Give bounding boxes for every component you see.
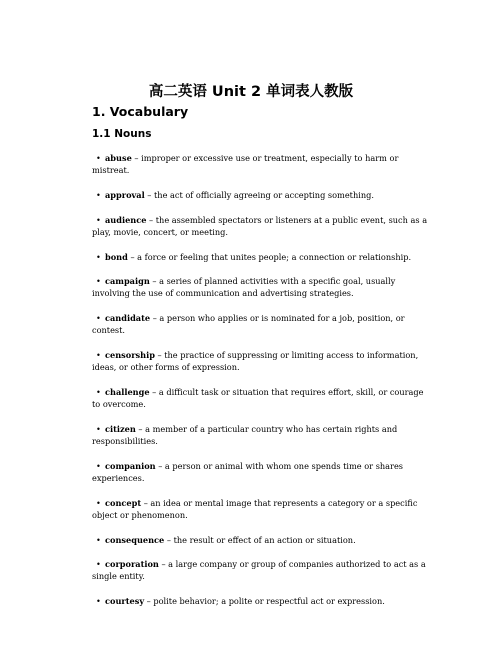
list-item bbox=[92, 497, 432, 521]
list-item bbox=[92, 251, 432, 263]
noun-term: censorship bbox=[105, 350, 155, 361]
noun-term: companion bbox=[105, 460, 156, 471]
noun-definition: – the practice of suppressing or limiting access to information, ideas, or other forms of expression. bbox=[92, 350, 419, 373]
bullet-icon: • bbox=[96, 596, 101, 607]
noun-term: citizen bbox=[105, 423, 136, 434]
noun-term: bond bbox=[105, 251, 128, 262]
list-item bbox=[92, 275, 432, 299]
noun-term: consequence bbox=[105, 534, 165, 545]
noun-definition: – the act of officially agreeing or accepting something. bbox=[144, 189, 374, 200]
list-item bbox=[92, 214, 432, 238]
noun-definition: – a series of planned activities with a specific goal, usually involving the use of communication and advertising strategies. bbox=[92, 276, 396, 299]
noun-term: courtesy bbox=[105, 596, 145, 607]
noun-term: approval bbox=[105, 189, 145, 200]
noun-definition: – a difficult task or situation that requires effort, skill, or courage to overcome. bbox=[92, 386, 424, 410]
noun-term: campaign bbox=[105, 276, 150, 287]
noun-term: candidate bbox=[105, 313, 151, 324]
noun-definition: – improper or excessive use or treatment, especially to harm or mistreat. bbox=[92, 153, 399, 176]
noun-term: concept bbox=[105, 497, 142, 508]
list-item bbox=[92, 189, 432, 201]
noun-definition: – the result or effect of an action or situation. bbox=[164, 534, 356, 545]
nouns-list bbox=[92, 152, 432, 620]
bullet-icon: • bbox=[96, 534, 101, 545]
noun-definition: – a large company or group of companies authorized to act as a single entity. bbox=[92, 559, 426, 582]
noun-definition: – an idea or mental image that represents a category or a specific object or phenomenon. bbox=[92, 497, 418, 520]
list-item bbox=[92, 558, 432, 582]
noun-definition: – a person who applies or is nominated for a job, position, or contest. bbox=[92, 313, 405, 336]
bullet-icon: • bbox=[96, 189, 101, 200]
bullet-icon: • bbox=[96, 276, 101, 287]
bullet-icon: • bbox=[96, 350, 101, 361]
bullet-icon: • bbox=[96, 423, 101, 434]
noun-term: audience bbox=[105, 214, 147, 225]
bullet-icon: • bbox=[96, 386, 101, 397]
section-heading: 1. Vocabulary bbox=[92, 104, 189, 119]
list-item bbox=[92, 534, 432, 546]
noun-definition: – a member of a particular country who has certain rights and responsibilities. bbox=[92, 423, 398, 447]
bullet-icon: • bbox=[96, 559, 101, 570]
bullet-icon: • bbox=[96, 497, 101, 508]
noun-definition: – the assembled spectators or listeners at a public event, such as a play, movie, concert, or meeting. bbox=[92, 214, 428, 237]
noun-definition: – polite behavior; a polite or respectful act or expression. bbox=[144, 596, 385, 607]
list-item bbox=[92, 595, 432, 607]
list-item bbox=[92, 152, 432, 176]
bullet-icon: • bbox=[96, 460, 101, 471]
list-item bbox=[92, 312, 432, 336]
noun-term: challenge bbox=[105, 386, 150, 397]
subsection-heading: 1.1 Nouns bbox=[92, 128, 152, 140]
bullet-icon: • bbox=[96, 251, 101, 262]
list-item bbox=[92, 423, 432, 447]
noun-definition: – a force or feeling that unites people; a connection or relationship. bbox=[127, 251, 412, 262]
list-item bbox=[92, 349, 432, 373]
list-item bbox=[92, 460, 432, 484]
list-item bbox=[92, 386, 432, 410]
noun-term: abuse bbox=[105, 153, 132, 163]
bullet-icon: • bbox=[96, 313, 101, 324]
bullet-icon: • bbox=[96, 214, 101, 225]
noun-term: corporation bbox=[105, 559, 159, 570]
document-title: 高二英语 Unit 2 单词表人教版 bbox=[148, 84, 354, 100]
noun-definition: – a person or animal with whom one spends time or shares experiences. bbox=[92, 460, 404, 483]
bullet-icon: • bbox=[96, 153, 101, 163]
